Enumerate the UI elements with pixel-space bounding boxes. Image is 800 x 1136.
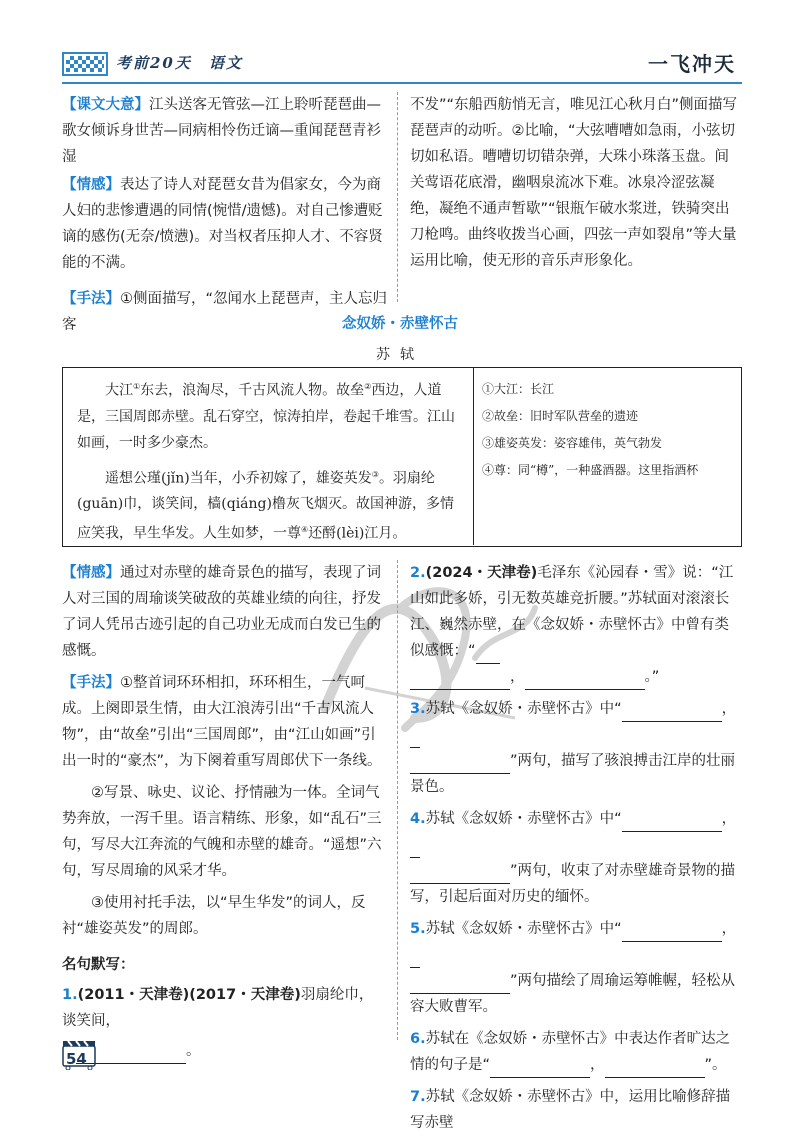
column-divider-bottom (397, 560, 398, 1040)
answer-blank[interactable] (410, 867, 510, 884)
poem-emotion-tag: 【情感】 (62, 565, 120, 581)
answer-blank[interactable] (622, 705, 722, 722)
note-item: ③雄姿英发：姿容雄伟，英气勃发 (482, 436, 663, 450)
page-number-badge (62, 1040, 96, 1070)
answer-blank[interactable] (410, 757, 510, 774)
page-header (62, 48, 742, 80)
poem-title: 念奴娇・赤壁怀古 (342, 316, 458, 332)
answer-blank[interactable] (410, 731, 420, 748)
question-4: 4.苏轼《念奴娇・赤壁怀古》中“ ， ”两句，收束了对赤壁雄奇景物的描写，引起后面对历史的缅怀。 (410, 811, 737, 905)
answer-blank[interactable] (605, 1061, 705, 1078)
answer-blank[interactable] (410, 841, 420, 858)
summary-paragraph (62, 92, 387, 170)
question-3: 3.苏轼《念奴娇・赤壁怀古》中“ ， ”两句，描写了骇浪搏击江岸的壮丽景色。 (410, 701, 737, 795)
answer-blank[interactable] (622, 925, 722, 942)
poem-text (77, 374, 459, 547)
answer-blank[interactable] (490, 1061, 590, 1078)
poem-author: 苏轼 (376, 347, 424, 363)
summary-tag: 【课文大意】 (62, 97, 149, 113)
answer-blank[interactable] (410, 673, 510, 690)
question-5: 5.苏轼《念奴娇・赤壁怀古》中“ ， ”两句描绘了周瑜运筹帷幄，轻松从容大败曹军。 (410, 921, 737, 1015)
note-item: ①大江：长江 (482, 382, 555, 396)
emotion-paragraph (62, 172, 387, 276)
checker-logo-icon (62, 52, 108, 76)
question-1-answer-line: 。 (62, 1038, 387, 1064)
answer-blank[interactable] (410, 977, 510, 994)
poem-emotion-paragraph: 【情感】通过对赤壁的雄奇景色的描写，表现了词人对三国的周瑜谈笑破敌的英雄业绩的向往，抒发了词人凭吊古迹引起的自己功业无成而白发已生的感慨。 (62, 565, 381, 659)
poem-technique-2: ②写景、咏史、议论、抒情融为一体。全词气势奔放，一泻千里。语言精练、形象，如“乱石”三句，写尽大江奔流的气魄和赤壁的雄奇。“遥想”六句，写尽周瑜的风采才华。 (62, 785, 382, 879)
left-column-bottom (62, 560, 387, 1064)
answer-blank[interactable] (476, 647, 500, 664)
technique-continued-text: 不发”“东船西舫悄无言，唯见江心秋月白”侧面描写琵琶声的动听。②比喻，“大弦嘈嘈如急雨，小弦切切如私语。嘈嘈切切错杂弹，大珠小珠落玉盘。间关莺语花底滑，幽咽泉流冰下难。冰泉冷涩弦凝绝，凝绝不通声暂歇”“银瓶乍破水浆迸，铁骑突出刀枪鸣。曲终收拨当心画，四弦一声如裂帛”等大量运用比喻，使无形的音乐声形象化。 (410, 97, 738, 269)
left-column-top (62, 92, 387, 338)
poem-stanza-2: 遥想公瑾(jǐn)当年，小乔初嫁了，雄姿英发③。羽扇纶(guān)巾，谈笑间，樯(qiáng)橹灰飞烟灭。故国神游，多情应笑我，早生华发。人生如梦，一尊④还酹(lèi)江月。 (77, 469, 454, 542)
question-7: 7.苏轼《念奴娇・赤壁怀古》中，运用比喻修辞描写赤壁 (410, 1089, 731, 1131)
right-column-top (410, 92, 742, 274)
question-1: 1.(2011・天津卷)(2017・天津卷)羽扇纶巾，谈笑间， (62, 987, 374, 1029)
page-number: 54 (66, 1050, 87, 1068)
note-item: ②故垒：旧时军队营垒的遗迹 (482, 409, 639, 423)
poem-box (62, 367, 742, 547)
poem-technique-tag: 【手法】 (62, 675, 120, 691)
header-rule (62, 82, 742, 84)
emotion-tag: 【情感】 (62, 177, 120, 193)
answer-blank[interactable] (622, 815, 722, 832)
poem-stanza-1: 大江①东去，浪淘尽，千古风流人物。故垒②西边，人道是，三国周郎赤壁。乱石穿空，惊涛拍岸，卷起千堆雪。江山如画，一时多少豪杰。 (77, 382, 455, 451)
right-column-bottom (410, 560, 742, 1136)
answer-blank[interactable] (410, 951, 420, 968)
column-divider-top (397, 92, 398, 302)
question-6: 6.苏轼在《念奴娇・赤壁怀古》中表达作者旷达之情的句子是“ ， ”。 (410, 1026, 742, 1078)
technique-text: ①侧面描写，“忽闻水上琵琶声，主人忘归客 (62, 291, 388, 333)
emotion-text: 表达了诗人对琵琶女昔为倡家女，今为商人妇的悲惨遭遇的同情(惋惜/遗憾)。对自己惨遭贬谪的感伤(无奈/愤懑)。对当权者压抑人才、不容贤能的不满。 (62, 177, 383, 271)
header-brand: 一飞冲天 (648, 52, 736, 76)
question-2: 2.(2024・天津卷)毛泽东《沁园春・雪》说：“江山如此多娇，引无数英雄竞折腰。”苏轼面对滚滚长江、巍然赤壁，在《念奴娇・赤壁怀古》中曾有类似感慨：“ ， 。” (410, 560, 742, 690)
recitation-heading: 名句默写： (62, 957, 135, 973)
answer-blank[interactable] (525, 673, 645, 690)
poem-technique-paragraph: 【手法】①整首词环环相扣，环环相生，一气呵成。上阕即景生情，由大江浪涛引出“千古风流人物”，由“故垒”引出“三国周郎”，由“江山如画”引出一时的“豪杰”，为下阕着重写周郎伏下一条线。 (62, 675, 382, 769)
technique-tag: 【手法】 (62, 291, 120, 307)
poem-notes (473, 368, 741, 545)
poem-technique-3: ③使用衬托手法，以“早生华发”的词人，反衬“雄姿英发”的周郎。 (62, 895, 366, 937)
summary-text: 江头送客无管弦—江上聆听琵琶曲—歌女倾诉身世苦—同病相怜伤迁谪—重闻琵琶青衫湿 (62, 97, 381, 165)
note-item: ④尊：同“樽”，一种盛酒器。这里指酒杯 (482, 463, 699, 477)
header-title: 考前20天 语文 (116, 54, 243, 72)
